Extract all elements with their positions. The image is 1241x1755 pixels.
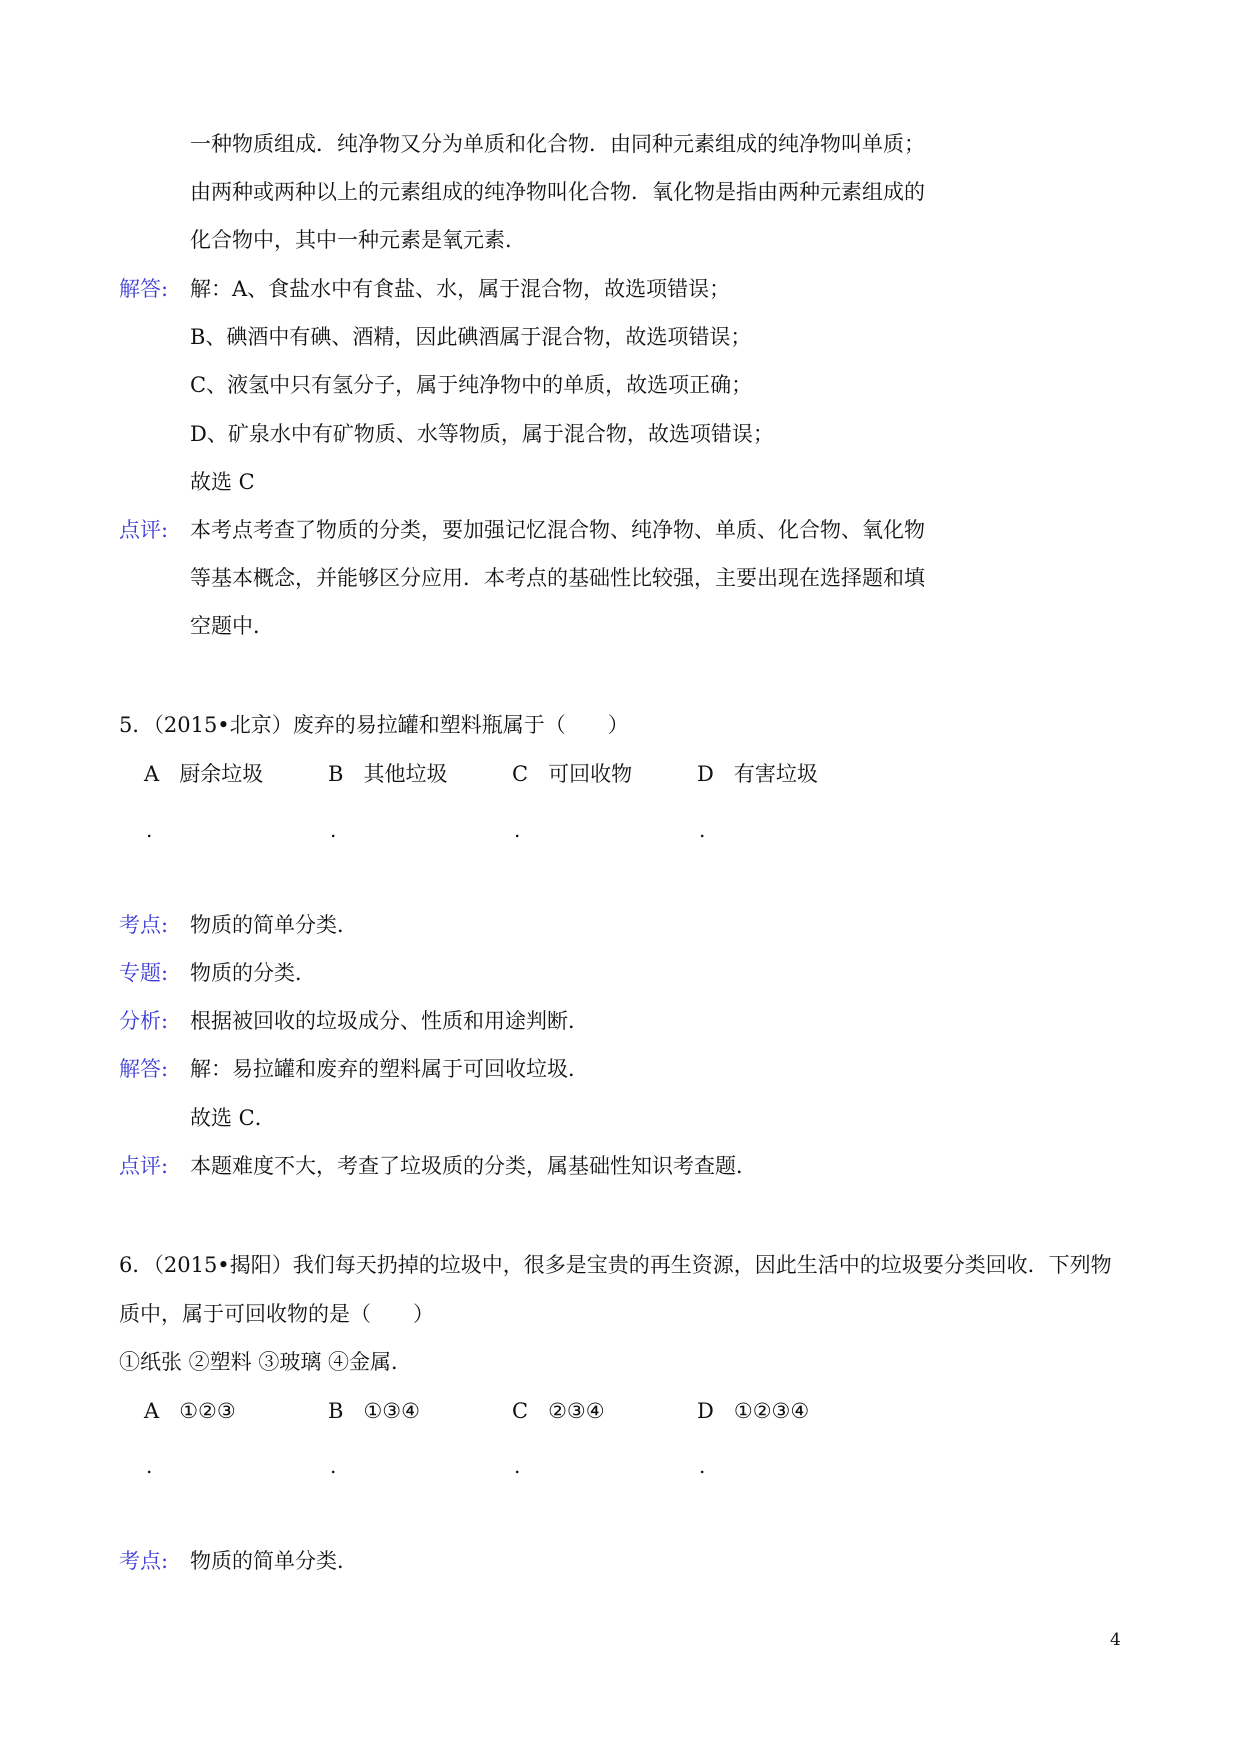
fenxi-label: 分析: [119,1009,169,1033]
option-letter: D [697,1399,714,1423]
option-text: ①②③ [179,1399,236,1423]
answer-line: 解：A、食盐水中有食盐、水，属于混合物，故选项错误； [190,277,731,301]
answer-line: 故选 C [190,470,255,494]
option-dot: . [514,818,521,842]
dianping-label: 点评: [119,1154,169,1178]
answer-line: D、矿泉水中有矿物质、水等物质，属于混合物，故选项错误； [190,422,774,446]
zhuanti-label: 专题: [119,961,169,985]
kaodian-text: 物质的简单分类． [190,1549,358,1573]
q5-option-d [697,760,818,788]
analysis-line: 化合物中，其中一种元素是氧元素． [190,228,526,252]
option-text: 可回收物 [548,762,633,786]
q6-option-b [328,1397,420,1425]
jieda-label: 解答: [119,1057,169,1081]
jieda-line: 解：易拉罐和废弃的塑料属于可回收垃圾． [190,1057,589,1081]
zhuanti-text: 物质的分类． [190,961,316,985]
q5-option-c [512,760,632,788]
comment-line: 空题中． [190,614,274,638]
q6-option-d [697,1397,809,1425]
answer-line: C、液氢中只有氢分子，属于纯净物中的单质，故选项正确； [190,373,753,397]
option-letter: D [697,762,714,786]
option-dot: . [330,818,337,842]
q6-option-a [144,1397,236,1425]
question-6-stem: 6．（2015•揭阳）我们每天扔掉的垃圾中，很多是宝贵的再生资源，因此生活中的垃圾要分类回收．下列物 [119,1253,1112,1277]
option-dot: . [146,818,153,842]
answer-label: 解答: [119,277,169,301]
option-dot: . [330,1454,337,1478]
option-dot: . [146,1454,153,1478]
kaodian-label: 考点: [119,913,169,937]
kaodian-text: 物质的简单分类． [190,913,358,937]
q6-option-c [512,1397,605,1425]
option-text: 厨余垃圾 [179,762,264,786]
question-6-items: ①纸张 ②塑料 ③玻璃 ④金属． [119,1350,413,1374]
option-text: ①③④ [363,1399,420,1423]
fenxi-text: 根据被回收的垃圾成分、性质和用途判断． [190,1009,589,1033]
jieda-line: 故选 C． [190,1106,276,1130]
option-letter: B [328,1399,344,1423]
option-text: ②③④ [548,1399,605,1423]
answer-line: B、碘酒中有碘、酒精，因此碘酒属于混合物，故选项错误； [190,325,752,349]
option-text: ①②③④ [733,1399,810,1423]
dianping-text: 本题难度不大，考查了垃圾质的分类，属基础性知识考查题． [190,1154,757,1178]
analysis-line: 一种物质组成．纯净物又分为单质和化合物．由同种元素组成的纯净物叫单质； [190,132,925,156]
comment-line: 等基本概念，并能够区分应用．本考点的基础性比较强，主要出现在选择题和填 [190,566,925,590]
option-letter: B [328,762,344,786]
comment-line: 本考点考查了物质的分类，要加强记忆混合物、纯净物、单质、化合物、氧化物 [190,518,925,542]
option-text: 其他垃圾 [363,762,448,786]
option-dot: . [514,1454,521,1478]
option-dot: . [699,818,706,842]
analysis-line: 由两种或两种以上的元素组成的纯净物叫化合物．氧化物是指由两种元素组成的 [190,180,925,204]
option-letter: C [512,1399,529,1423]
question-5-stem: 5．（2015•北京）废弃的易拉罐和塑料瓶属于（ ） [119,713,629,737]
option-letter: A [144,1399,160,1423]
option-letter: A [144,762,160,786]
q5-option-b [328,760,447,788]
q5-option-a [144,760,263,788]
page-number: 4 [1110,1630,1121,1650]
option-text: 有害垃圾 [733,762,818,786]
option-dot: . [699,1454,706,1478]
question-6-stem: 质中，属于可回收物的是（ ） [119,1302,434,1326]
comment-label: 点评: [119,518,169,542]
kaodian-label: 考点: [119,1549,169,1573]
option-letter: C [512,762,529,786]
